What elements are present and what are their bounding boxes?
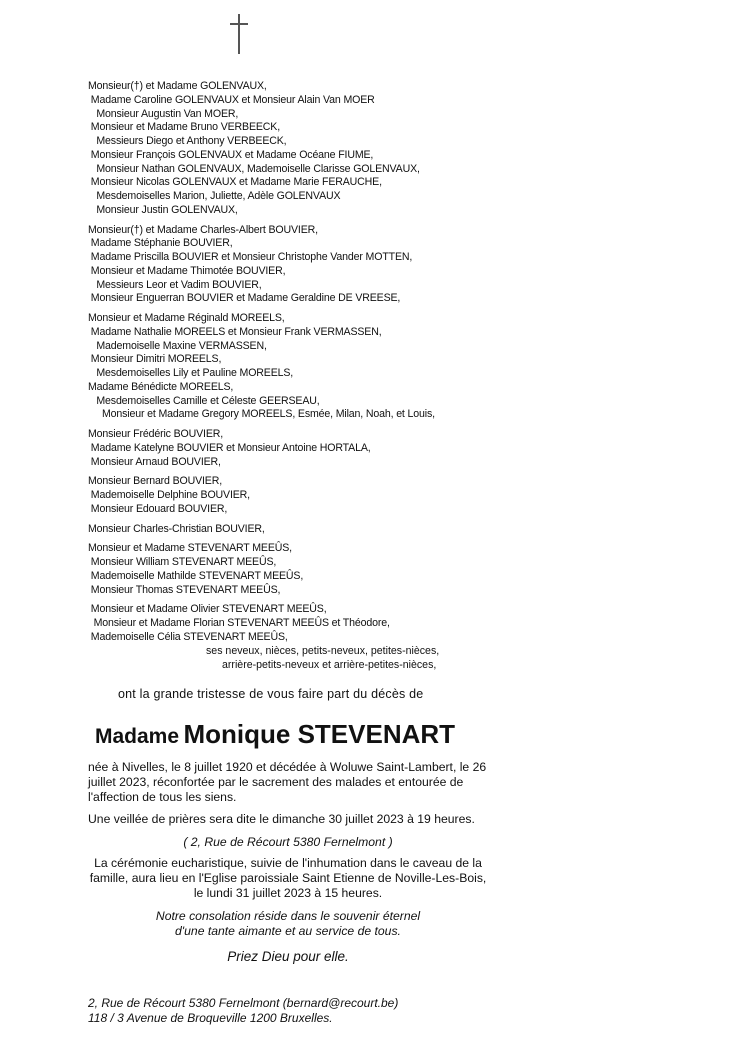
- family-group: [88, 523, 508, 537]
- family-line: Mesdemoiselles Camille et Céleste GEERSEAU,: [88, 394, 320, 407]
- family-line: Monsieur Edouard BOUVIER,: [88, 502, 228, 515]
- family-line: Monsieur François GOLENVAUX et Madame Océane FIUME,: [88, 148, 374, 161]
- family-line: Monsieur Nicolas GOLENVAUX et Madame Marie FERAUCHE,: [88, 176, 382, 189]
- closing-line-2: arrière-petits-neveux et arrière-petites-nièces,: [222, 658, 437, 671]
- family-group: [88, 80, 508, 218]
- family-line: Monsieur Thomas STEVENART MEEÛS,: [88, 583, 281, 596]
- family-line: Messieurs Leor et Vadim BOUVIER,: [88, 278, 262, 291]
- family-line: Mademoiselle Delphine BOUVIER,: [88, 489, 250, 501]
- family-group: [88, 224, 508, 307]
- family-line: Monsieur et Madame Thimotée BOUVIER,: [88, 264, 286, 277]
- family-group: [88, 475, 508, 516]
- family-line: Messieurs Diego et Anthony VERBEECK,: [88, 135, 287, 147]
- consolation-line-1: Notre consolation réside dans le souvenir éternel: [155, 909, 421, 923]
- family-line: Monsieur et Madame Olivier STEVENART MEEÛS,: [88, 603, 327, 616]
- family-line: Mademoiselle Maxine VERMASSEN,: [88, 339, 267, 352]
- family-line: Madame Bénédicte MOREELS,: [88, 380, 234, 393]
- family-line: Monsieur et Madame Gregory MOREELS, Esmée, Milan, Noah, et Louis,: [88, 408, 435, 421]
- family-line: Monsieur et Madame Réginald MOREELS,: [88, 312, 285, 324]
- family-line: Monsieur Charles-Christian BOUVIER,: [88, 522, 265, 535]
- family-line: Monsieur et Madame Bruno VERBEECK,: [88, 121, 280, 134]
- family-line: Madame Stéphanie BOUVIER,: [88, 237, 233, 250]
- family-line: Monsieur Dimitri MOREELS,: [88, 353, 222, 366]
- ceremony-line-3: le lundi 31 juillet 2023 à 15 heures.: [193, 886, 383, 900]
- family-group: [88, 603, 508, 644]
- family-line: Madame Nathalie MOREELS et Monsieur Frank VERMASSEN,: [88, 325, 382, 338]
- consolation-line-2: d'une tante aimante et au service de tous.: [175, 924, 401, 938]
- family-group: [88, 428, 508, 469]
- family-line: Madame Katelyne BOUVIER et Monsieur Antoine HORTALA,: [88, 441, 371, 454]
- family-group: [88, 312, 508, 422]
- deceased-title: Madame: [95, 725, 180, 748]
- family-line: Mademoiselle Mathilde STEVENART MEEÛS,: [88, 569, 304, 582]
- family-line: Mesdemoiselles Lily et Pauline MOREELS,: [88, 367, 294, 379]
- prayer-text: Priez Dieu pour elle.: [227, 949, 349, 964]
- footer-line-2: 118 / 3 Avenue de Broqueville 1200 Bruxelles.: [88, 1011, 333, 1025]
- family-line: Monsieur(†) et Madame Charles-Albert BOUVIER,: [88, 223, 318, 236]
- family-line: Monsieur Justin GOLENVAUX,: [88, 203, 238, 216]
- family-line: Monsieur(†) et Madame GOLENVAUX,: [88, 80, 267, 92]
- family-line: Madame Caroline GOLENVAUX et Monsieur Alain Van MOER: [88, 93, 375, 106]
- family-line: Monsieur et Madame STEVENART MEEÛS,: [88, 542, 292, 555]
- family-line: Monsieur Bernard BOUVIER,: [88, 475, 223, 488]
- footer-addresses: [88, 996, 398, 1026]
- ceremony-paragraph: [88, 856, 488, 901]
- ceremony-line-2: famille, aura lieu en l'Eglise paroissiale Saint Etienne de Noville-Les-Bois,: [89, 871, 487, 885]
- ceremony-line-1: La cérémonie eucharistique, suivie de l'inhumation dans le caveau de la: [94, 856, 482, 870]
- family-line: Monsieur Frédéric BOUVIER,: [88, 428, 224, 440]
- family-line: Monsieur Arnaud BOUVIER,: [88, 455, 221, 468]
- cross-icon: [228, 14, 250, 56]
- vigil-address: ( 2, Rue de Récourt 5380 Fernelmont ): [183, 835, 393, 849]
- consolation-paragraph: [88, 909, 488, 939]
- footer-line-1: 2, Rue de Récourt 5380 Fernelmont (bernard@recourt.be): [88, 996, 399, 1010]
- family-line: Monsieur Nathan GOLENVAUX, Mademoiselle Clarisse GOLENVAUX,: [88, 162, 420, 175]
- family-line: Madame Priscilla BOUVIER et Monsieur Christophe Vander MOTTEN,: [88, 251, 413, 263]
- family-line: Mademoiselle Célia STEVENART MEEÛS,: [88, 630, 288, 643]
- vigil-text: Une veillée de prières sera dite le dimanche 30 juillet 2023 à 19 heures.: [88, 812, 475, 826]
- announcement-intro: ont la grande tristesse de vous faire part du décès de: [118, 687, 424, 701]
- birth-death-paragraph: née à Nivelles, le 8 juillet 1920 et décédée à Woluwe Saint-Lambert, le 26 juillet 2023, réconfortée par le sacrement des malades et entourée de l'affection de tous les siens.: [88, 760, 487, 804]
- family-line: Monsieur Enguerran BOUVIER et Madame Geraldine DE VREESE,: [88, 292, 401, 305]
- family-group: [88, 542, 508, 597]
- deceased-name: Monique STEVENART: [183, 719, 456, 749]
- family-line: Monsieur Augustin Van MOER,: [88, 107, 239, 120]
- closing-line-1: ses neveux, nièces, petits-neveux, petites-nièces,: [206, 645, 440, 657]
- deceased-name-heading: [95, 719, 455, 750]
- family-line: Mesdemoiselles Marion, Juliette, Adèle GOLENVAUX: [88, 190, 341, 202]
- family-line: Monsieur William STEVENART MEEÛS,: [88, 556, 277, 568]
- family-list: [88, 80, 508, 651]
- family-line: Monsieur et Madame Florian STEVENART MEEÛS et Théodore,: [88, 617, 390, 629]
